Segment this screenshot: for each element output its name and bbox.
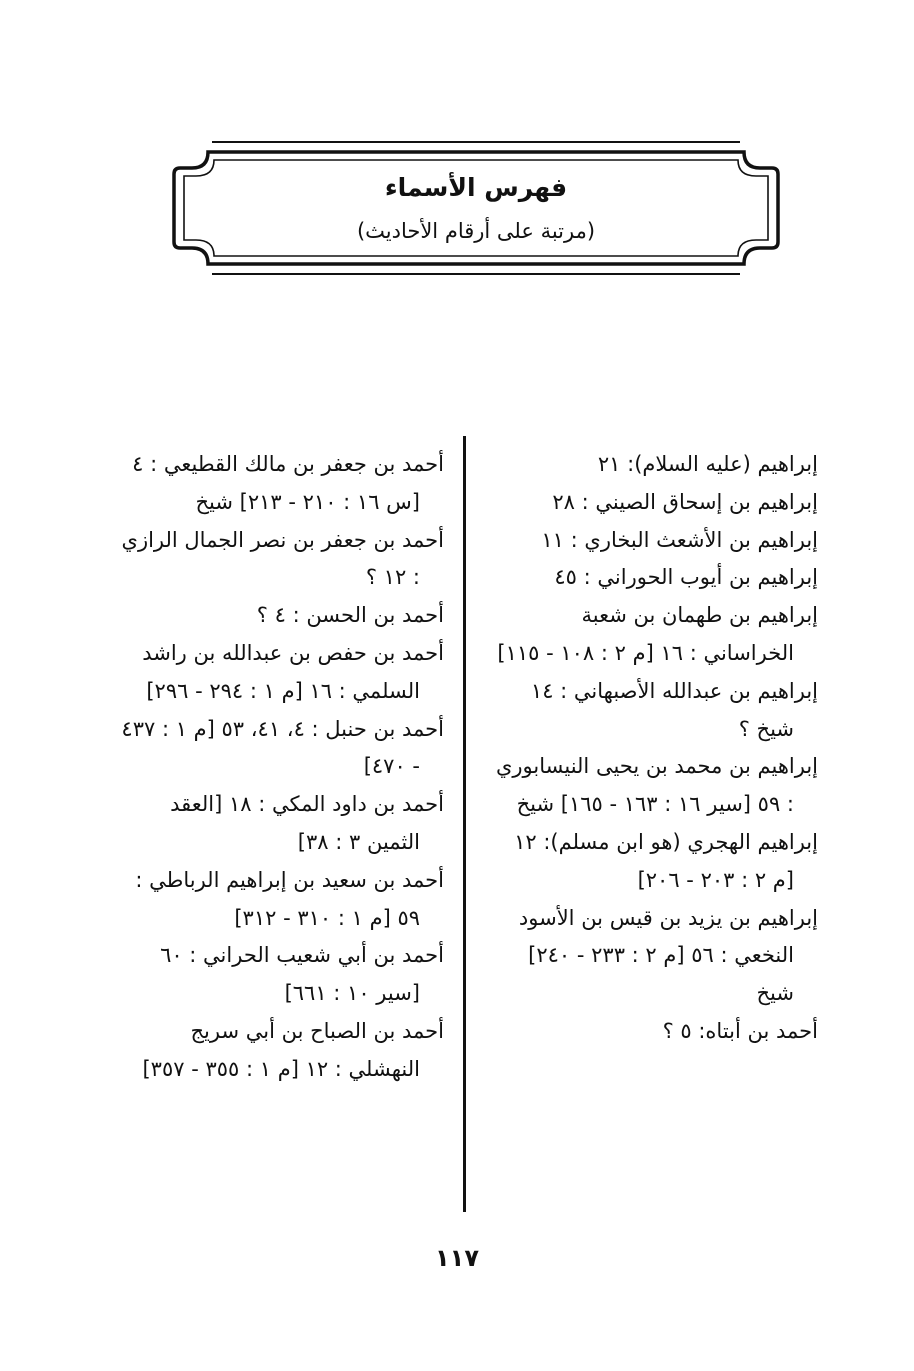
index-entry: إبراهيم بن الأشعث البخاري : ١١ [541,527,818,552]
title-frame [172,138,780,278]
index-entry: أحمد بن جعفر بن مالك القطيعي : ٤ [س ١٦ : ٢١٠ - ٢١٣] شيخ [132,452,444,514]
index-entry: أحمد بن أبي شعيب الحراني : ٦٠ [سير ١٠ : ٦٦١] [160,943,444,1006]
index-entry: أحمد بن الحسن : ٤ ؟ [256,603,444,628]
index-entry: إبراهيم (عليه السلام): ٢١ [597,452,818,476]
index-entry: إبراهيم بن أيوب الحوراني : ٤٥ [554,565,818,590]
right-column [494,446,818,1051]
index-subtitle: (مرتبة على أرقام الأحاديث) [356,219,596,243]
column-divider [463,436,466,1212]
index-entry: إبراهيم بن إسحاق الصيني : ٢٨ [552,489,818,514]
index-entry: إبراهيم الهجري (هو ابن مسلم): ١٢ [م ٢ : ٢٠٣ - ٢٠٦] [514,829,818,892]
index-entry: إبراهيم بن عبدالله الأصبهاني : ١٤ شيخ ؟ [530,678,818,741]
page-number: ١١٧ [435,1244,479,1272]
index-entry: أحمد بن سعيد بن إبراهيم الرباطي : ٥٩ [م ١ : ٣١٠ - ٣١٢] [135,867,444,930]
index-entry: أحمد بن حنبل : ٤، ٤١، ٥٣ [م ١ : ٤٣٧ - ٤٧٠] [121,716,444,779]
left-column [116,446,444,1089]
ornamental-border-icon [172,138,780,278]
index-entry: أحمد بن الصباح بن أبي سريج النهشلي : ١٢ [م ١ : ٣٥٥ - ٣٥٧] [142,1018,444,1081]
index-title: فهرس الأسماء [384,173,568,202]
index-entry: إبراهيم بن طهمان بن شعبة الخراساني : ١٦ [م ٢ : ١٠٨ - ١١٥] [497,603,818,665]
index-entry: إبراهيم بن محمد بن يحيى النيسابوري : ٥٩ [سير ١٦ : ١٦٣ - ١٦٥] شيخ [495,754,818,817]
index-entry: أحمد بن حفص بن عبدالله بن راشد السلمي : ١٦ [م ١ : ٢٩٤ - ٢٩٦] [142,640,444,703]
index-entry: أحمد بن أبتاه: ٥ ؟ [662,1018,818,1043]
index-entry: إبراهيم بن يزيد بن قيس بن الأسود النخعي : ٥٦ [م ٢ : ٢٣٣ - ٢٤٠] شيخ [518,905,818,1006]
index-entry: أحمد بن جعفر بن نصر الجمال الرازي : ١٢ ؟ [121,527,444,590]
index-entry: أحمد بن داود المكي : ١٨ [العقد الثمين ٣ : ٣٨] [170,792,444,854]
